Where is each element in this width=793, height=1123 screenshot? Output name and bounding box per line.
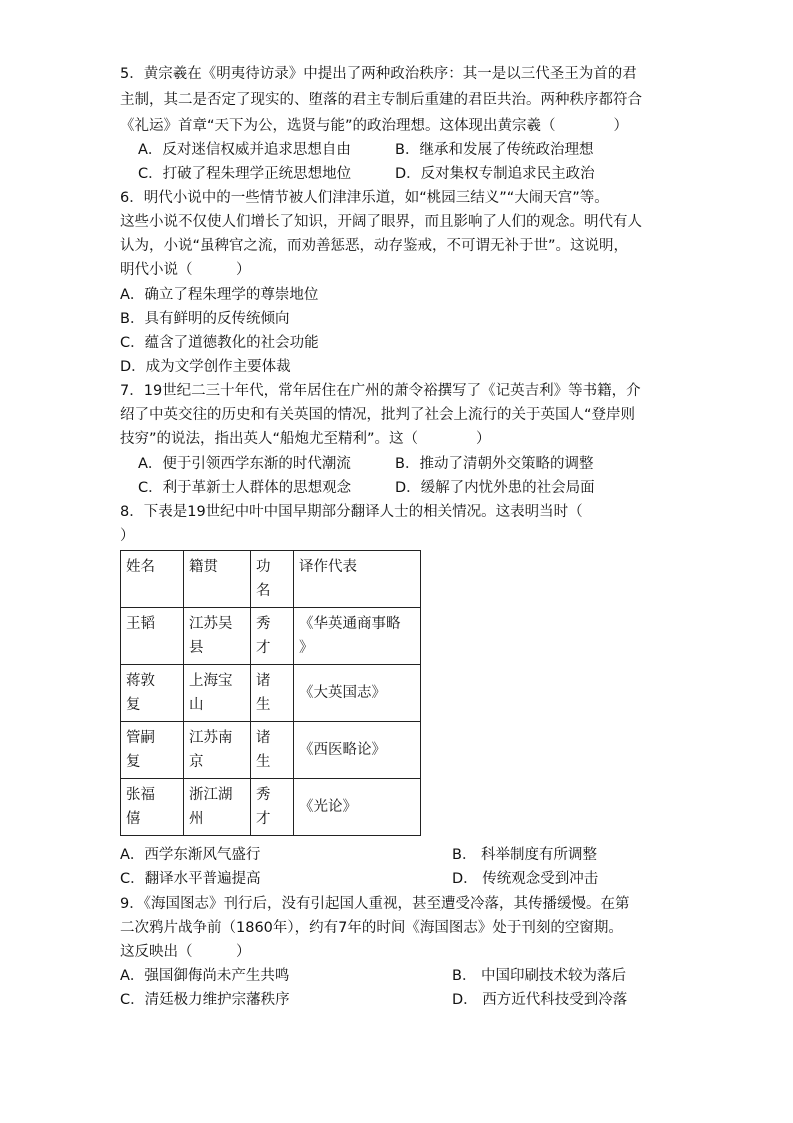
q6-stem-line-3: 认为，小说“虽稗官之流，而劝善惩恶，动存鉴戒，不可谓无补于世”。这说明，	[120, 238, 629, 254]
q8-option-d: D． 传统观念受到冲击	[452, 871, 599, 887]
table-cell: 秀 才	[251, 779, 294, 836]
table-cell: 诸 生	[251, 722, 294, 779]
q6-option-c: C．蕴含了道德教化的社会功能	[120, 335, 319, 351]
q7-stem-line-3: 技穷”的说法，指出英人“船炮尤至精利”。这（ ）	[120, 431, 491, 447]
q9-stem-line-1: 9．《海国图志》刊行后，没有引起国人重视，甚至遭受冷落，其传播缓慢。在第	[120, 896, 630, 912]
table-header-row	[121, 551, 421, 608]
table-cell: 《大英国志》	[294, 665, 421, 722]
q6-option-a: A．确立了程朱理学的尊崇地位	[120, 287, 319, 303]
translators-table	[120, 550, 421, 836]
q7-stem-line-2: 绍了中英交往的历史和有关英国的情况，批判了社会上流行的关于英国人“登岸则	[120, 407, 636, 423]
q9-option-d: D． 西方近代科技受到冷落	[452, 992, 628, 1008]
q5-option-b: B．继承和发展了传统政治理想	[395, 142, 594, 158]
q7-option-b: B．推动了清朝外交策略的调整	[395, 456, 594, 472]
q9-stem-line-2: 二次鸦片战争前（1860年），约有7年的时间《海国图志》处于刊刻的空窗期。	[120, 920, 623, 936]
table-cell: 《光论》	[294, 779, 421, 836]
q7-option-d: D．缓解了内忧外患的社会局面	[395, 480, 595, 496]
q6-stem-line-2: 这些小说不仅使人们增长了知识，开阔了眼界，而且影响了人们的观念。明代有人	[120, 214, 642, 230]
q9-option-b: B． 中国印刷技术较为落后	[452, 968, 627, 984]
table-cell: 江苏吴 县	[184, 608, 251, 665]
table-cell: 秀 才	[251, 608, 294, 665]
q7-option-c: C．利于革新士人群体的思想观念	[138, 480, 352, 496]
q7-stem-line-1: 7．19世纪二三十年代，常年居住在广州的萧令裕撰写了《记英吉利》等书籍，介	[120, 383, 641, 399]
table-cell: 诸 生	[251, 665, 294, 722]
q6-option-d: D．成为文学创作主要体裁	[120, 359, 291, 375]
q6-stem-line-4: 明代小说（ ）	[120, 262, 251, 278]
q8-option-b: B． 科举制度有所调整	[452, 847, 598, 863]
table-row	[121, 608, 421, 665]
table-cell: 上海宝 山	[184, 665, 251, 722]
q9-stem-line-3: 这反映出（ ）	[120, 944, 251, 960]
table-header-cell: 功 名	[251, 551, 294, 608]
table-cell: 《华英通商事略 》	[294, 608, 421, 665]
q7-option-a: A．便于引领西学东渐的时代潮流	[138, 456, 351, 472]
table-cell: 《西医略论》	[294, 722, 421, 779]
table-header-cell: 籍贯	[184, 551, 251, 608]
table-cell: 张福 僖	[121, 779, 184, 836]
q8-stem-line-2: ）	[120, 528, 135, 544]
q8-stem-line-1: 8．下表是19世纪中叶中国早期部分翻译人士的相关情况。这表明当时（	[120, 504, 583, 520]
table-cell: 蒋敦 复	[121, 665, 184, 722]
table-header-cell: 姓名	[121, 551, 184, 608]
table-header-cell: 译作代表	[294, 551, 421, 608]
table-cell: 江苏南 京	[184, 722, 251, 779]
q5-stem-line-3: 《礼运》首章“天下为公，选贤与能”的政治理想。这体现出黄宗羲（ ）	[120, 118, 629, 134]
table-cell: 浙江湖 州	[184, 779, 251, 836]
q5-stem-line-2: 主制，其二是否定了现实的、堕落的君主专制后重建的君臣共治。两种秩序都符合	[120, 92, 642, 108]
q6-option-b: B．具有鲜明的反传统倾向	[120, 311, 290, 327]
table-row	[121, 665, 421, 722]
q5-option-a: A．反对迷信权威并追求思想自由	[138, 142, 351, 158]
q6-stem-line-1: 6．明代小说中的一些情节被人们津津乐道，如“桃园三结义”“大闹天宫”等。	[120, 190, 609, 206]
q5-option-d: D．反对集权专制追求民主政治	[395, 166, 595, 182]
q9-option-a: A．强国御侮尚未产生共鸣	[120, 968, 290, 984]
table-cell: 管嗣 复	[121, 722, 184, 779]
q8-option-c: C．翻译水平普遍提高	[120, 871, 261, 887]
table-cell: 王韬	[121, 608, 184, 665]
q8-option-a: A．西学东渐风气盛行	[120, 847, 261, 863]
table-row	[121, 779, 421, 836]
table-row	[121, 722, 421, 779]
q9-option-c: C．清廷极力维护宗藩秩序	[120, 992, 290, 1008]
q5-stem-line-1: 5．黄宗羲在《明夷待访录》中提出了两种政治秩序：其一是以三代圣王为首的君	[120, 66, 637, 82]
q5-option-c: C．打破了程朱理学正统思想地位	[138, 166, 352, 182]
